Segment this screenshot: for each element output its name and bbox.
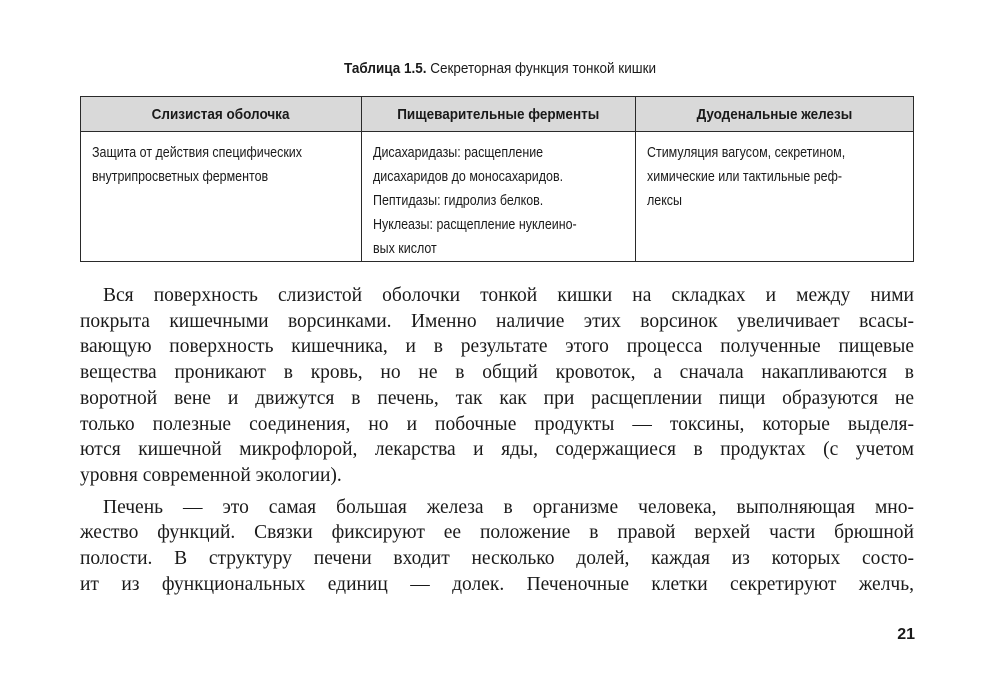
text-line: Печень — это самая большая железа в организме человека, выполняющая мно- (103, 496, 914, 518)
paragraph-intestinal-villi (80, 283, 914, 489)
table-caption (50, 60, 950, 77)
cell-line: Защита от действия специфических (92, 145, 303, 161)
text-line: вещества проникают в кровь, но не в общий кровоток, а сначала накапливаются в (80, 362, 914, 384)
body-text (80, 283, 914, 597)
text-line: воротной вене и движутся в печень, так как при расщеплении пищи образуются не (80, 387, 914, 409)
cell-line: Нуклеазы: расщепление нуклеино- (372, 217, 577, 233)
cell-line: химические или тактильные реф- (647, 169, 843, 185)
text-line: вающую поверхность кишечника, и в результате этого процесса полученные пищевые (80, 336, 914, 358)
cell-line: вых кислот (372, 241, 437, 257)
text-line: только полезные соединения, но и побочные продукты — токсины, которые выделя- (80, 413, 914, 435)
cell-enzymes (361, 132, 636, 262)
table-row (81, 132, 914, 262)
cell-mucosa (81, 132, 362, 262)
cell-line: дисахаридов до моносахаридов. (372, 169, 563, 185)
text-line: жество функций. Связки фиксируют ее положение в правой верхей части брюшной (80, 522, 914, 544)
text-line: полости. В структуру печени входит несколько долей, каждая из которых состо- (80, 548, 914, 570)
cell-line: лексы (647, 193, 683, 209)
cell-line: Пептидазы: гидролиз белков. (372, 193, 543, 209)
table-caption-number: Таблица 1.5. (343, 60, 427, 77)
page-number: 21 (897, 626, 915, 643)
cell-line: Дисахаридазы: расщепление (372, 145, 543, 161)
text-line: покрыта кишечными ворсинками. Именно наличие этих ворсинок увеличивает всасы- (80, 310, 914, 332)
paragraph-liver (80, 495, 914, 598)
text-line: ются кишечной микрофлорой, лекарства и яды, содержащиеся в продуктах (с учетом (80, 439, 914, 461)
text-line: Вся поверхность слизистой оболочки тонкой кишки на складках и между ними (103, 285, 914, 306)
table-caption-title: Секреторная функция тонкой кишки (430, 60, 657, 77)
secretory-function-table (80, 96, 914, 262)
text-line: уровня современной экологии). (80, 464, 342, 486)
table-header-row (81, 97, 914, 132)
header-duodenal-glands: Дуоденальные железы (636, 97, 914, 132)
cell-line: внутрипросветных ферментов (92, 169, 269, 185)
header-enzymes: Пищеварительные ферменты (361, 97, 636, 132)
cell-duodenal-glands (636, 132, 914, 262)
cell-line: Стимуляция вагусом, секретином, (647, 145, 846, 161)
header-mucosa: Слизистая оболочка (81, 97, 362, 132)
text-line: ит из функциональных единиц — долек. Печеночные клетки секретируют желчь, (80, 573, 914, 595)
